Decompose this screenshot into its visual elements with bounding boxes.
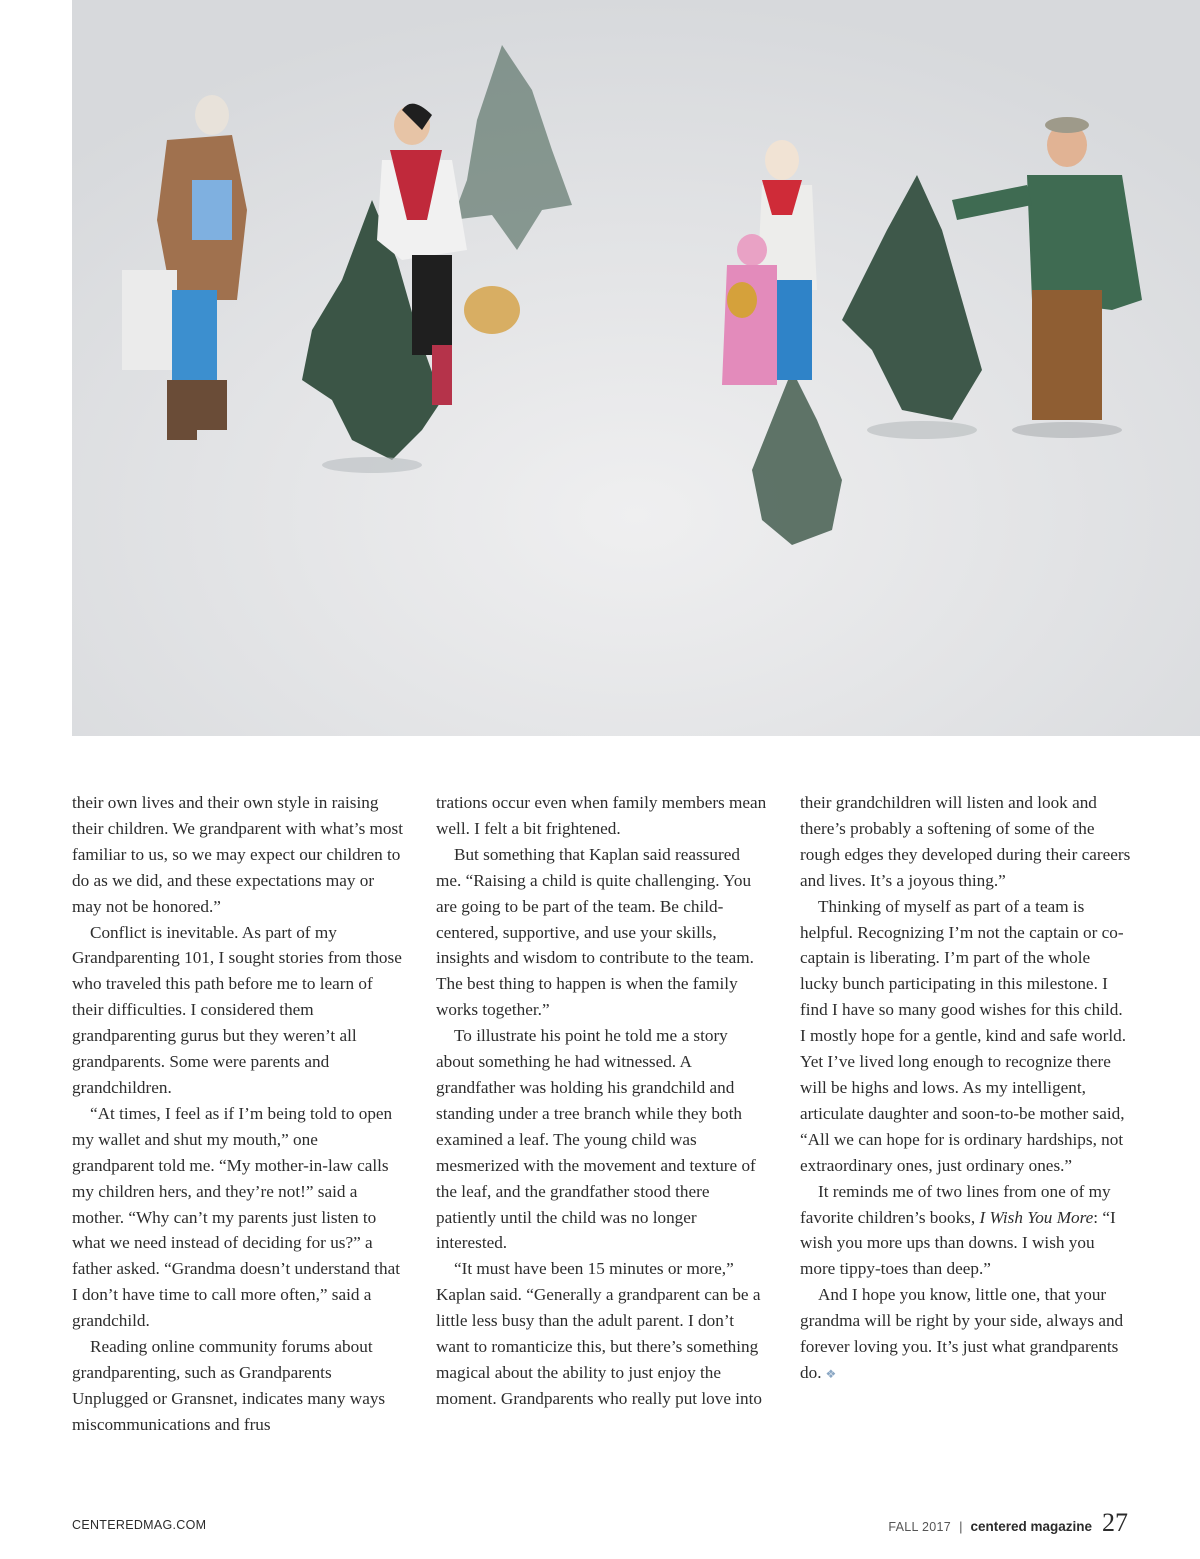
- paragraph: their own lives and their own style in raising their children. We grandparent with what’s most familiar to us, so we may expect our children to do as we did, and these expectations may or may not be honored.”: [72, 793, 403, 916]
- paragraph: To illustrate his point he told me a story about something he had witnessed. A grandfather was holding his grandchild and standing under a tree branch while they both examined a leaf. The young child was mesmerized with the movement and texture of the leaf, and the grandfather stood there patiently until the child was no longer interested.: [436, 1026, 756, 1253]
- paragraph: “At times, I feel as if I’m being told to open my wallet and shut my mouth,” one grandparent told me. “My mother-in-law calls my children hers, and they’re not!” said a mother. “Why can’t my parents just listen to what we need instead of deciding for us?” a father asked. “Grandma doesn’t understand that I don’t have time to call more often,” said a grandchild.: [72, 1103, 401, 1331]
- text-column-2: [436, 790, 768, 1412]
- paragraph: [800, 1179, 1132, 1283]
- text-column-1: [72, 790, 404, 1438]
- paragraph-text: And I hope you know, little one, that your grandma will be right by your side, always and forever loving you. It’s just what grandparents do.: [800, 1285, 1124, 1382]
- winter-miniature-figures-photo: [72, 0, 1200, 736]
- footer-separator: |: [959, 1519, 963, 1534]
- footer-site: CENTEREDMAG.COM: [72, 1518, 207, 1532]
- paragraph: trations occur even when family members mean well. I felt a bit frightened.: [436, 793, 767, 838]
- paragraph: Thinking of myself as part of a team is helpful. Recognizing I’m not the captain or co-captain is liberating. I’m part of the whole lucky bunch participating in this milestone. I find I have so many good wishes for this child. I mostly hope for a gentle, kind and safe world. Yet I’ve lived long enough to recognize there will be highs and lows. As my intelligent, articulate daughter and soon-to-be mother said, “All we can hope for is ordinary hardships, not extraordinary ones, just ordinary ones.”: [800, 896, 1127, 1175]
- paragraph: “It must have been 15 minutes or more,” Kaplan said. “Generally a grandparent can be a little less busy than the adult parent. I don’t want to romanticize this, but there’s something magical about the ability to just enjoy the moment. Grandparents who really put love into: [436, 1259, 763, 1408]
- paragraph: their grandchildren will listen and look and there’s probably a softening of some of the rough edges they developed during their careers and lives. It’s a joyous thing.”: [800, 793, 1131, 890]
- text-column-3: [800, 790, 1132, 1388]
- magazine-name: centered magazine: [970, 1519, 1092, 1534]
- issue-label: FALL 2017: [888, 1520, 952, 1534]
- book-title: I Wish You More: [979, 1207, 1094, 1227]
- paragraph: Conflict is inevitable. As part of my Grandparenting 101, I sought stories from those who traveled this path before me to learn of their difficulties. I considered them grandparenting gurus but they weren’t all grandparents. Some were parents and grandchildren.: [72, 922, 402, 1097]
- paragraph: Reading online community forums about grandparenting, such as Grandparents Unplugged or Gransnet, indicates many ways miscommunications and frus: [72, 1337, 386, 1434]
- paragraph: [800, 1282, 1132, 1388]
- end-mark-icon: ❖: [825, 1366, 837, 1381]
- header-photo: [72, 0, 1200, 736]
- paragraph: But something that Kaplan said reassured me. “Raising a child is quite challenging. You are going to be part of the team. Be child-centered, supportive, and use your skills, insights and wisdom to contribute to the team. The best thing to happen is when the family works together.”: [436, 844, 754, 1020]
- paragraph-text: : “I wish you more ups than downs. I wish you more tippy-toes than deep.”: [800, 1207, 1116, 1279]
- page-number: 27: [1102, 1508, 1128, 1537]
- paragraph-text: It reminds me of two lines from one of my favorite children’s books,: [800, 1181, 1111, 1227]
- footer-folio: [888, 1508, 1128, 1538]
